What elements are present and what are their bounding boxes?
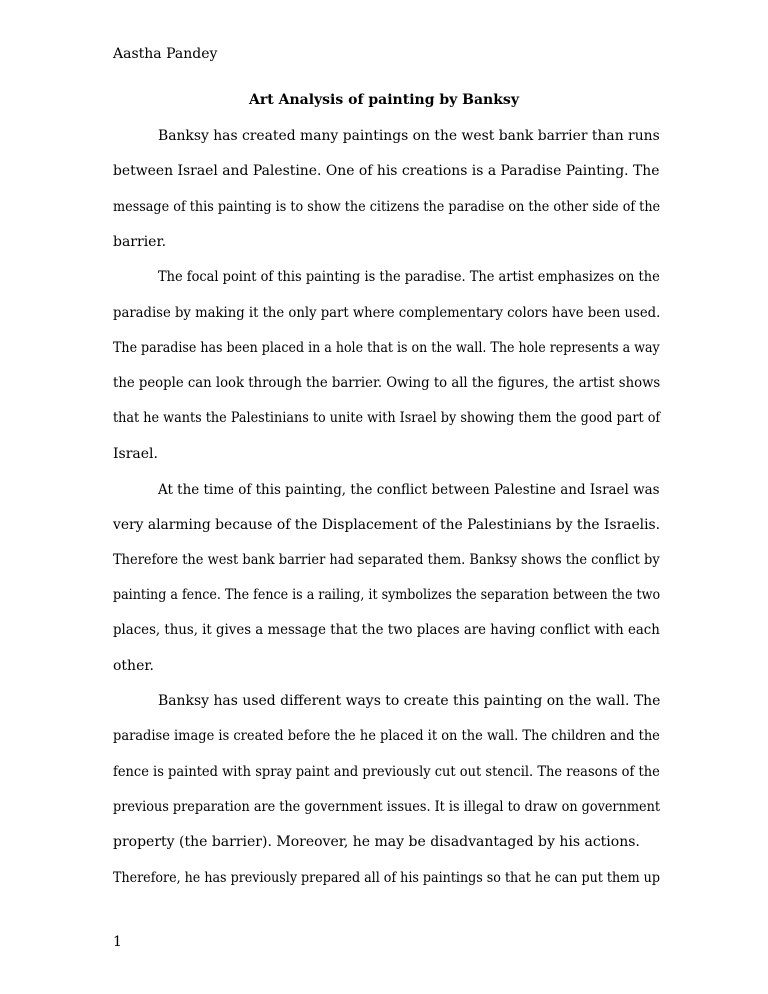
body-line: Israel. — [113, 446, 158, 462]
body-line: barrier. — [113, 234, 167, 250]
page-number: 1 — [113, 934, 122, 950]
body-line: message of this painting is to show the citizens the paradise on the other side of the — [113, 199, 661, 215]
document-title: Art Analysis of painting by Banksy — [249, 92, 519, 108]
body-line: Banksy has created many paintings on the west bank barrier than runs — [158, 128, 660, 144]
body-line: Therefore, he has previously prepared all of his paintings so that he can put them up — [113, 870, 660, 886]
body-line: very alarming because of the Displacement of the Palestinians by the Israelis. — [113, 517, 661, 533]
body-line: other. — [113, 658, 154, 674]
body-line: painting a fence. The fence is a railing, it symbolizes the separation between the two — [113, 587, 661, 603]
body-line: that he wants the Palestinians to unite with Israel by showing them the good part of — [113, 410, 661, 426]
body-line: fence is painted with spray paint and previously cut out stencil. The reasons of the — [113, 764, 660, 780]
body-line: Banksy has used different ways to create this painting on the wall. The — [158, 693, 661, 709]
body-line: the people can look through the barrier. Owing to all the figures, the artist shows — [113, 375, 661, 391]
body-line: Therefore the west bank barrier had separated them. Banksy shows the conflict by — [113, 552, 660, 568]
body-line: The focal point of this painting is the paradise. The artist emphasizes on the — [158, 269, 660, 285]
body-line: property (the barrier). Moreover, he may be disadvantaged by his actions. — [113, 834, 640, 850]
body-line: paradise image is created before the he placed it on the wall. The children and the — [113, 728, 660, 744]
body-line: previous preparation are the government issues. It is illegal to draw on government — [113, 799, 660, 815]
body-line: places, thus, it gives a message that the two places are having conflict with each — [113, 622, 660, 638]
body-line: between Israel and Palestine. One of his creations is a Paradise Painting. The — [113, 163, 660, 179]
body-line: At the time of this painting, the conflict between Palestine and Israel was — [158, 482, 660, 498]
body-line: paradise by making it the only part where complementary colors have been used. — [113, 305, 661, 321]
header-author: Aastha Pandey — [113, 46, 218, 62]
body-line: The paradise has been placed in a hole that is on the wall. The hole represents a way — [113, 340, 660, 356]
